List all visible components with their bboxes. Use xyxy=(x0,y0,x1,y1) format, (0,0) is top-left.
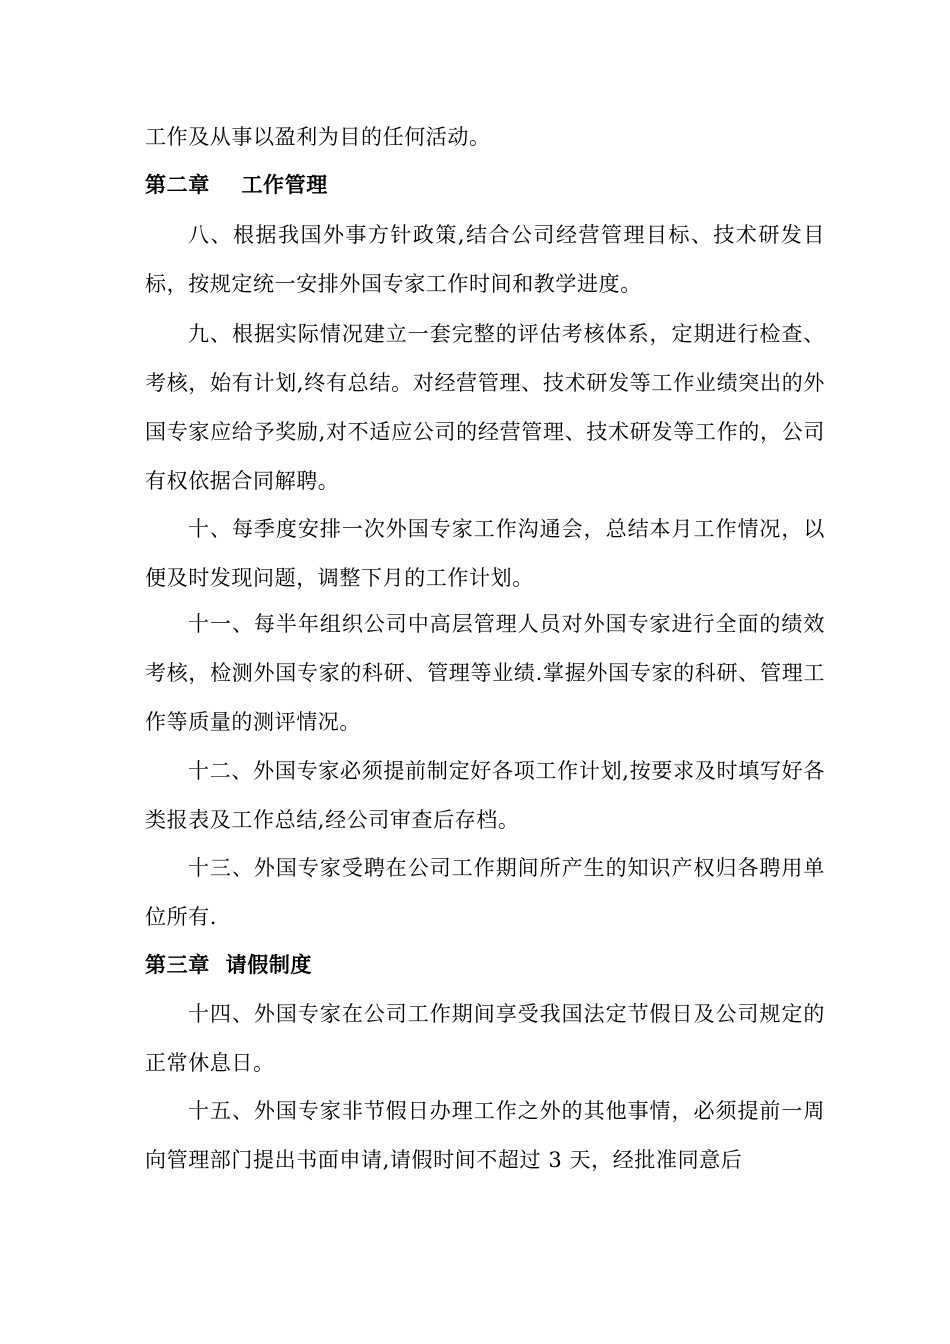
continuation-text: 工作及从事以盈利为目的任何活动。 xyxy=(145,125,491,149)
article-11-paragraph: 十一、每半年组织公司中高层管理人员对外国专家进行全面的绩效考核，检测外国专家的科研、管理等业绩.掌握外国专家的科研、管理工作等质量的测评情况。 xyxy=(145,612,825,734)
article-10-paragraph: 十、每季度安排一次外国专家工作沟通会，总结本月工作情况，以便及时发现问题，调整下月的工作计划。 xyxy=(145,517,825,590)
article-13-paragraph: 十三、外国专家受聘在公司工作期间所产生的知识产权归各聘用单位所有. xyxy=(145,856,825,929)
article-14-paragraph: 十四、外国专家在公司工作期间享受我国法定节假日及公司规定的正常休息日。 xyxy=(145,1002,825,1075)
article-8-paragraph: 八、根据我国外事方针政策,结合公司经营管理目标、技术研发目标，按规定统一安排外国专家工作时间和教学进度。 xyxy=(145,223,825,296)
article-9-paragraph: 九、根据实际情况建立一套完整的评估考核体系，定期进行检查、考核，始有计划,终有总结。对经营管理、技术研发等工作业绩突出的外国专家应给予奖励,对不适应公司的经营管理、技术研发等工作的，公司有权依据合同解聘。 xyxy=(145,322,825,493)
article-12-paragraph: 十二、外国专家必须提前制定好各项工作计划,按要求及时填写好各类报表及工作总结,经公司审查后存档。 xyxy=(145,759,825,832)
article-15-paragraph: 十五、外国专家非节假日办理工作之外的其他事情，必须提前一周向管理部门提出书面申请,请假时间不超过 3 天，经批准同意后 xyxy=(145,1099,825,1172)
chapter-2-heading: 第二章 工作管理 xyxy=(145,173,328,197)
chapter-3-heading: 第三章 请假制度 xyxy=(145,953,313,977)
